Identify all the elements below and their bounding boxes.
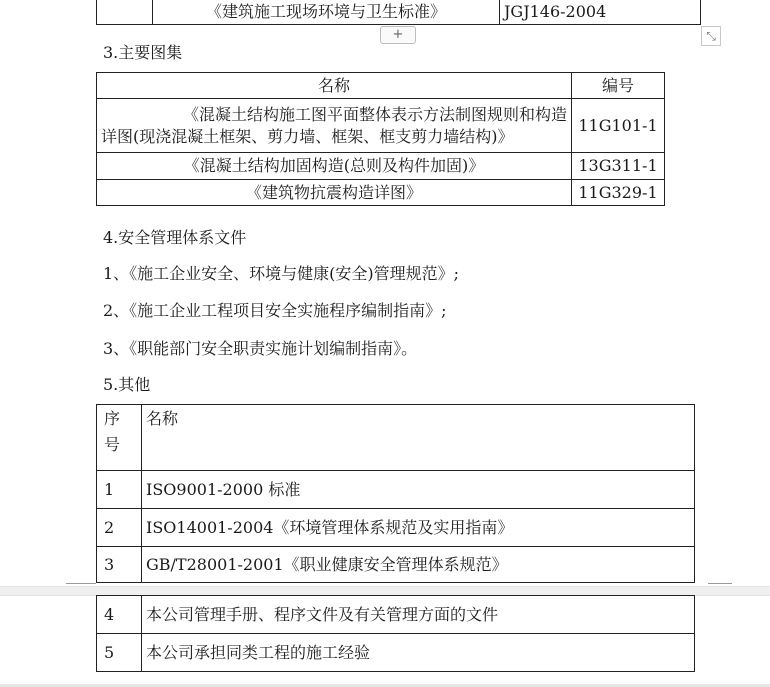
table-cell: 13G311-1 xyxy=(572,153,665,180)
section-heading: 3.主要图集 xyxy=(103,43,183,62)
table-cell: ISO9001-2000 标准 xyxy=(142,471,695,509)
table-cell: GB/T28001-2001《职业健康安全管理体系规范》 xyxy=(142,547,695,583)
table-cell xyxy=(97,99,572,153)
table-row xyxy=(97,0,701,25)
page-margin-mark xyxy=(66,583,96,584)
table-cell: 本公司管理手册、程序文件及有关管理方面的文件 xyxy=(142,596,695,634)
table-header-cell: 名称 xyxy=(97,73,572,99)
table-header-row xyxy=(97,405,695,471)
table-cell: 5 xyxy=(97,634,142,672)
header-line: 序 xyxy=(104,409,121,428)
table-row xyxy=(97,596,695,634)
table-row xyxy=(97,99,665,153)
table-cell: 本公司承担同类工程的施工经验 xyxy=(142,634,695,672)
table-cell: 3 xyxy=(97,547,142,583)
list-item: 1、《施工企业安全、环境与健康(安全)管理规范》; xyxy=(103,264,460,283)
table-cell: JGJ146-2004 xyxy=(500,0,701,25)
table-cell: 11G329-1 xyxy=(572,180,665,206)
table-row xyxy=(97,471,695,509)
standards-table xyxy=(96,0,701,25)
table-header-cell: 编号 xyxy=(572,73,665,99)
table-header-row xyxy=(97,73,665,99)
resize-icon[interactable]: ⤡ xyxy=(701,26,721,46)
other-table-continued xyxy=(96,595,695,672)
table-header-cell: 名称 xyxy=(142,405,695,471)
list-item: 2、《施工企业工程项目安全实施程序编制指南》; xyxy=(103,301,447,320)
table-cell: 《建筑物抗震构造详图》 xyxy=(97,180,572,206)
add-row-button[interactable]: + xyxy=(380,26,416,44)
section-heading: 5.其他 xyxy=(103,375,151,394)
header-line: 号 xyxy=(104,435,121,454)
atlas-table xyxy=(96,72,665,206)
cell-line: 详图(现浇混凝土框架、剪力墙、框架、框支剪力墙结构)》 xyxy=(101,126,514,146)
table-cell xyxy=(97,0,153,25)
page-margin-mark xyxy=(708,583,732,584)
cell-line: 《混凝土结构施工图平面整体表示方法制图规则和构造 xyxy=(182,104,567,124)
table-row xyxy=(97,547,695,583)
section-heading: 4.安全管理体系文件 xyxy=(103,228,247,247)
table-cell: ISO14001-2004《环境管理体系规范及实用指南》 xyxy=(142,509,695,547)
table-cell: 4 xyxy=(97,596,142,634)
table-cell: 1 xyxy=(97,471,142,509)
table-cell: 《混凝土结构加固构造(总则及构件加固)》 xyxy=(97,153,572,180)
table-header-cell xyxy=(97,405,142,471)
other-table xyxy=(96,404,695,583)
table-cell: 2 xyxy=(97,509,142,547)
table-row xyxy=(97,180,665,206)
table-cell: 《建筑施工现场环境与卫生标准》 xyxy=(153,0,500,25)
list-item: 3、《职能部门安全职责实施计划编制指南》。 xyxy=(103,339,418,358)
table-row xyxy=(97,634,695,672)
table-cell: 11G101-1 xyxy=(572,99,665,153)
table-row xyxy=(97,153,665,180)
table-row xyxy=(97,509,695,547)
